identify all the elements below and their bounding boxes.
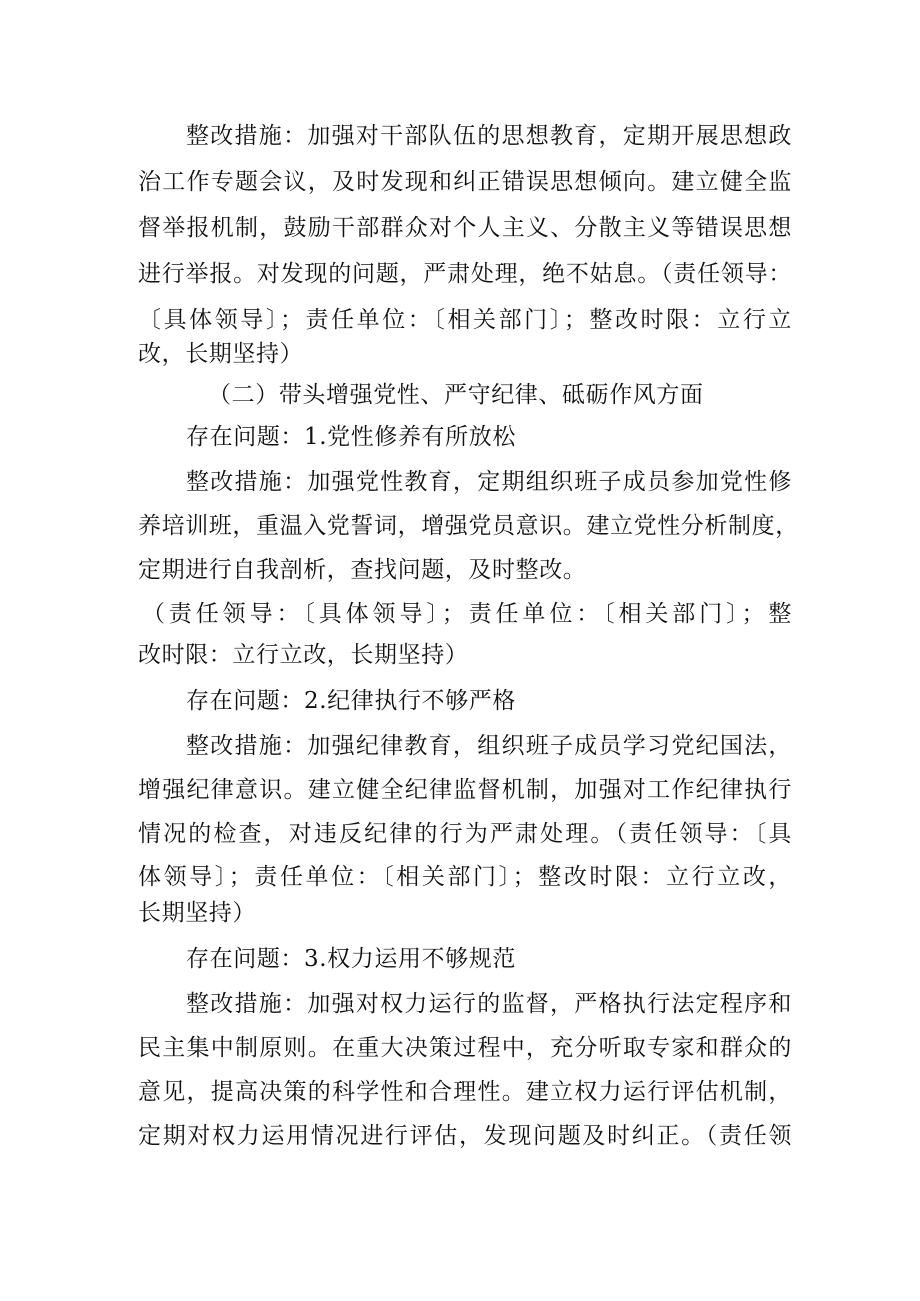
paragraph-line: 民主集中制原则。在重大决策过程中，充分听取专家和群众的 [138, 1035, 792, 1061]
paragraph-line: 改，长期坚持） [138, 341, 304, 367]
paragraph-line: 治工作专题会议，及时发现和纠正错误思想倾向。建立健全监 [138, 169, 792, 195]
issue-title: 存在问题：3.权力运用不够规范 [186, 946, 516, 972]
paragraph-line: 情况的检查，对违反纪律的行为严肃处理。（责任领导：〔具 [138, 821, 792, 847]
paragraph-line: 增强纪律意识。建立健全纪律监督机制，加强对工作纪律执行 [138, 777, 792, 803]
paragraph-line: （责任领导：〔具体领导〕；责任单位：〔相关部门〕；整 [142, 601, 792, 627]
paragraph-line: 长期坚持） [138, 900, 256, 926]
paragraph-line: 整改措施：加强党性教育，定期组织班子成员参加党性修 [186, 469, 792, 495]
paragraph-line: 整改措施：加强对权力运行的监督，严格执行法定程序和 [186, 991, 792, 1017]
paragraph-line: 体领导〕；责任单位：〔相关部门〕；整改时限：立行立改， [138, 864, 792, 890]
section-heading: （二）带头增强党性、严守纪律、砥砺作风方面 [208, 382, 704, 408]
paragraph-line: 整改措施：加强对干部队伍的思想教育，定期开展思想政 [186, 123, 792, 149]
paragraph-line: 督举报机制，鼓励干部群众对个人主义、分散主义等错误思想 [138, 215, 792, 241]
paragraph-line: 意见，提高决策的科学性和合理性。建立权力运行评估机制， [138, 1079, 792, 1105]
issue-title: 存在问题：1.党性修养有所放松 [186, 424, 516, 450]
paragraph-line: 〔具体领导〕；责任单位：〔相关部门〕；整改时限：立行立 [138, 307, 792, 333]
paragraph-line: 养培训班，重温入党誓词，增强党员意识。建立党性分析制度， [138, 513, 799, 539]
issue-title: 存在问题：2.纪律执行不够严格 [186, 688, 516, 714]
paragraph-line: 改时限：立行立改，长期坚持） [138, 642, 469, 668]
paragraph-line: 进行举报。对发现的问题，严肃处理，绝不姑息。（责任领导： [138, 261, 792, 287]
paragraph-line: 整改措施：加强纪律教育，组织班子成员学习党纪国法， [186, 733, 792, 759]
paragraph-line: 定期对权力运用情况进行评估，发现问题及时纠正。（责任领 [138, 1123, 792, 1149]
paragraph-line: 定期进行自我剖析，查找问题，及时整改。 [138, 557, 587, 583]
